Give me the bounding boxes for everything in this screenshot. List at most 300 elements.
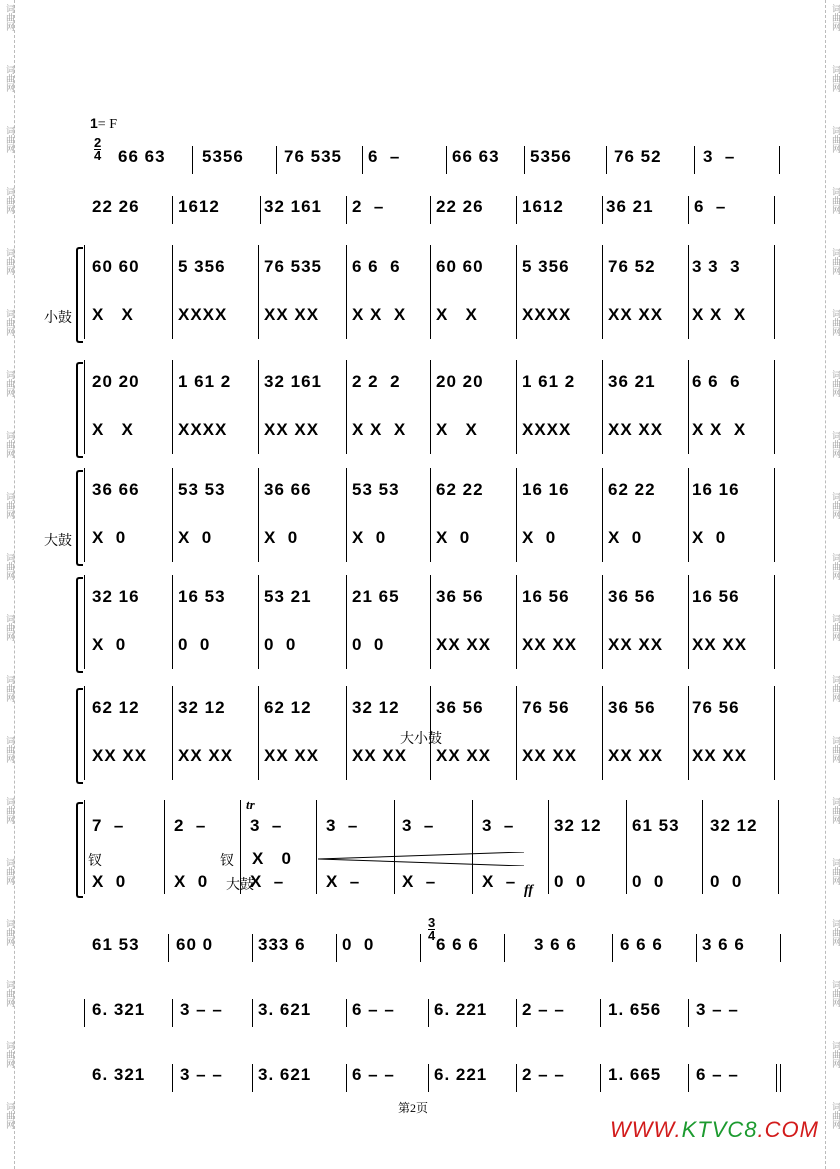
barline: [602, 575, 603, 669]
barline: [84, 575, 85, 669]
barline: [346, 686, 347, 780]
measure-notes: X X X: [352, 420, 407, 439]
measure-notes: 0 0: [342, 935, 375, 954]
barline: [172, 468, 173, 562]
measure-notes: 1. 656: [608, 1000, 662, 1019]
barline: [516, 686, 517, 780]
barline: [172, 999, 173, 1027]
measure-notes: 32 12: [178, 698, 226, 717]
barline: [688, 245, 689, 339]
measure-notes: 76 535: [264, 257, 322, 276]
barline: [606, 146, 607, 174]
barline: [362, 146, 363, 174]
barline: [774, 360, 775, 454]
measure-notes: 0 0: [710, 872, 743, 891]
watermark-text: 词曲网: [4, 370, 14, 397]
barline: [694, 146, 695, 174]
barline: [346, 245, 347, 339]
instrument-label: 钗: [88, 853, 102, 869]
watermark-text: 词曲网: [830, 492, 840, 519]
time-signature: 2 4: [94, 135, 102, 163]
watermark-text: 词曲网: [4, 797, 14, 824]
measure-notes: XX XX: [692, 746, 748, 765]
percussion-system-1: [44, 245, 780, 345]
watermark-text: 词曲网: [4, 1041, 14, 1068]
barline: [702, 800, 703, 894]
barline: [172, 575, 173, 669]
barline: [602, 468, 603, 562]
measure-notes: X X X: [352, 305, 407, 324]
barline: [316, 800, 317, 894]
measure-notes: 0 0: [632, 872, 665, 891]
barline: [516, 1064, 517, 1092]
measure-notes: X –: [482, 872, 517, 891]
measure-notes: X 0: [252, 849, 292, 868]
measure-notes: 53 53: [352, 480, 400, 499]
percussion-system-5: [84, 686, 780, 786]
measure-notes: XXXX: [178, 420, 228, 439]
barline: [774, 196, 775, 224]
site-logo[interactable]: WWW.KTVC8.COM: [610, 1117, 819, 1142]
measure-notes: 16 56: [692, 587, 740, 606]
barline: [780, 934, 781, 962]
measure-notes: 6. 221: [434, 1000, 488, 1019]
drum-row: [84, 744, 780, 778]
measure-notes: 6 – –: [352, 1065, 395, 1084]
barline: [688, 575, 689, 669]
watermark-text: 词曲网: [4, 492, 14, 519]
barline: [780, 1064, 781, 1092]
measure-notes: XX XX: [522, 635, 578, 654]
barline: [504, 934, 505, 962]
measure-notes: 1 61 2: [178, 372, 232, 391]
watermark-text: 词曲网: [830, 431, 840, 458]
barline: [774, 468, 775, 562]
watermark-text: 词曲网: [830, 370, 840, 397]
barline: [548, 800, 549, 894]
measure-notes: 61 53: [92, 935, 140, 954]
measure-notes: 32 16: [92, 587, 140, 606]
measure-notes: 7 –: [92, 816, 125, 835]
watermark-text: 词曲网: [4, 1102, 14, 1129]
measure-notes: 3 –: [326, 816, 359, 835]
measure-notes: X 0: [178, 528, 213, 547]
watermark-text: 词曲网: [4, 553, 14, 580]
barline: [688, 1064, 689, 1092]
watermark-text: 词曲网: [830, 1041, 840, 1068]
key-signature: 1= F: [90, 115, 117, 132]
measure-notes: X –: [402, 872, 437, 891]
measure-notes: X 0: [352, 528, 387, 547]
measure-notes: XXXX: [522, 305, 572, 324]
measure-notes: 36 56: [608, 587, 656, 606]
measure-notes: 16 16: [522, 480, 570, 499]
measure-notes: 3 3 3: [692, 257, 741, 276]
barline: [84, 360, 85, 454]
barline: [252, 1064, 253, 1092]
barline: [774, 245, 775, 339]
barline: [602, 245, 603, 339]
barline: [430, 575, 431, 669]
measure-notes: XX XX: [608, 746, 664, 765]
measure-notes: 5356: [202, 147, 244, 166]
measure-notes: 3 –: [703, 147, 736, 166]
drum-row: [84, 526, 780, 560]
measure-notes: XX XX: [436, 746, 492, 765]
barline: [612, 934, 613, 962]
measure-notes: X X: [92, 305, 134, 324]
barline: [602, 360, 603, 454]
percussion-system-6: [84, 800, 780, 900]
measure-notes: XX XX: [352, 746, 408, 765]
barline: [778, 800, 779, 894]
melody-row: [84, 814, 780, 848]
system-brace: [76, 577, 83, 673]
barline: [430, 196, 431, 224]
barline: [430, 245, 431, 339]
measure-notes: XX XX: [92, 746, 148, 765]
barline: [516, 245, 517, 339]
measure-notes: 3 6 6: [534, 935, 577, 954]
watermark-text: 词曲网: [830, 65, 840, 92]
measure-notes: 60 60: [436, 257, 484, 276]
measure-notes: X –: [326, 872, 361, 891]
measure-notes: 6 – –: [696, 1065, 739, 1084]
crescendo-hairpin: [318, 852, 524, 866]
measure-notes: 66 63: [452, 147, 500, 166]
melody-row: [84, 696, 780, 730]
measure-notes: X X: [436, 305, 478, 324]
watermark-text: 词曲网: [4, 614, 14, 641]
measure-notes: 32 161: [264, 372, 322, 391]
measure-notes: 6. 221: [434, 1065, 488, 1084]
percussion-system-2: [84, 360, 780, 460]
measure-notes: 2 – –: [522, 1000, 565, 1019]
measure-notes: 36 56: [608, 698, 656, 717]
measure-notes: 60 60: [92, 257, 140, 276]
barline: [600, 999, 601, 1027]
barline: [779, 146, 780, 174]
barline: [258, 360, 259, 454]
measure-notes: 3 – –: [696, 1000, 739, 1019]
barline: [258, 245, 259, 339]
barline: [168, 934, 169, 962]
measure-notes: 1612: [178, 197, 220, 216]
measure-notes: X 0: [522, 528, 557, 547]
barline: [516, 196, 517, 224]
instrument-label: 大小鼓: [400, 731, 442, 747]
watermark-text: 词曲网: [4, 919, 14, 946]
barline: [276, 146, 277, 174]
system-brace: [76, 247, 83, 343]
measure-notes: XX XX: [608, 635, 664, 654]
measure-notes: XX XX: [692, 635, 748, 654]
measure-notes: 2 –: [352, 197, 385, 216]
melody-line-2: [84, 190, 780, 230]
barline: [84, 686, 85, 780]
barline: [516, 575, 517, 669]
barline: [258, 686, 259, 780]
watermark-text: 词曲网: [830, 675, 840, 702]
measure-notes: 3. 621: [258, 1000, 312, 1019]
measure-notes: X 0: [436, 528, 471, 547]
measure-notes: XX XX: [608, 420, 664, 439]
measure-notes: 20 20: [92, 372, 140, 391]
measure-notes: 0 0: [554, 872, 587, 891]
barline: [336, 934, 337, 962]
watermark-text: 词曲网: [4, 126, 14, 153]
barline: [394, 800, 395, 894]
melody-row: [84, 195, 780, 229]
barline: [626, 800, 627, 894]
barline: [84, 468, 85, 562]
watermark-text: 词曲网: [830, 797, 840, 824]
melody-row: [84, 478, 780, 512]
measure-notes: 6 6 6: [692, 372, 741, 391]
measure-notes: 6 6 6: [620, 935, 663, 954]
melody-row: [84, 998, 780, 1032]
barline: [172, 1064, 173, 1092]
measure-notes: 3 –: [250, 816, 283, 835]
barline: [446, 146, 447, 174]
barline: [252, 934, 253, 962]
measure-notes: 20 20: [436, 372, 484, 391]
measure-notes: XX XX: [264, 746, 320, 765]
measure-notes: 76 535: [284, 147, 342, 166]
measure-notes: X –: [250, 872, 285, 891]
measure-notes: 36 56: [436, 587, 484, 606]
barline: [192, 146, 193, 174]
measure-notes: X X X: [692, 305, 747, 324]
measure-notes: 36 21: [608, 372, 656, 391]
melody-line-1: [84, 140, 780, 180]
measure-notes: 21 65: [352, 587, 400, 606]
system-brace: [76, 362, 83, 458]
system-brace: [76, 470, 83, 566]
barline: [516, 468, 517, 562]
measure-notes: X 0: [92, 872, 127, 891]
barline: [516, 999, 517, 1027]
barline: [346, 999, 347, 1027]
barline: [430, 360, 431, 454]
barline: [420, 934, 421, 962]
measure-notes: 16 53: [178, 587, 226, 606]
measure-notes: 6 –: [368, 147, 401, 166]
measure-notes: X 0: [692, 528, 727, 547]
watermark-text: 词曲网: [830, 309, 840, 336]
melody-row: [84, 370, 780, 404]
barline: [172, 686, 173, 780]
measure-notes: 6. 321: [92, 1000, 146, 1019]
measure-notes: 22 26: [92, 197, 140, 216]
page-number: 第2页: [398, 1101, 429, 1115]
measure-notes: 1. 665: [608, 1065, 662, 1084]
measure-notes: 2 2 2: [352, 372, 401, 391]
instrument-label: 小鼓: [44, 310, 72, 326]
measure-notes: 6 – –: [352, 1000, 395, 1019]
measure-notes: 6 6 6: [436, 935, 479, 954]
measure-notes: 62 22: [608, 480, 656, 499]
watermark-text: 词曲网: [4, 736, 14, 763]
barline: [600, 1064, 601, 1092]
melody-row: [84, 1063, 780, 1097]
system-brace: [76, 802, 83, 898]
measure-notes: 2 –: [174, 816, 207, 835]
barline: [346, 575, 347, 669]
watermark-text: 词曲网: [4, 65, 14, 92]
percussion-system-3: [44, 468, 780, 568]
barline: [346, 360, 347, 454]
measure-notes: 3 – –: [180, 1065, 223, 1084]
barline: [774, 686, 775, 780]
trill-mark: tr: [246, 797, 255, 812]
barline: [260, 196, 261, 224]
barline: [776, 1064, 777, 1092]
barline: [688, 686, 689, 780]
barline: [602, 196, 603, 224]
measure-notes: 6 6 6: [352, 257, 401, 276]
barline: [688, 360, 689, 454]
measure-notes: 32 12: [554, 816, 602, 835]
melody-line-10: [84, 993, 780, 1033]
measure-notes: 76 56: [522, 698, 570, 717]
barline: [524, 146, 525, 174]
barline: [688, 999, 689, 1027]
measure-notes: X 0: [174, 872, 209, 891]
measure-notes: 36 56: [436, 698, 484, 717]
measure-notes: X 0: [92, 635, 127, 654]
measure-notes: 62 12: [264, 698, 312, 717]
watermark-text: 词曲网: [4, 4, 14, 31]
measure-notes: 53 53: [178, 480, 226, 499]
drum-row: [84, 418, 780, 452]
watermark-text: 词曲网: [830, 187, 840, 214]
measure-notes: 36 66: [264, 480, 312, 499]
measure-notes: 3 6 6: [702, 935, 745, 954]
watermark-text: 词曲网: [4, 248, 14, 275]
measure-notes: 36 66: [92, 480, 140, 499]
measure-notes: 3 –: [482, 816, 515, 835]
measure-notes: X X: [436, 420, 478, 439]
instrument-label: 大鼓: [44, 533, 72, 549]
measure-notes: X X X: [692, 420, 747, 439]
watermark-text: 词曲网: [830, 614, 840, 641]
measure-notes: 66 63: [118, 147, 166, 166]
measure-notes: XXXX: [178, 305, 228, 324]
measure-notes: 0 0: [264, 635, 297, 654]
barline: [346, 468, 347, 562]
measure-notes: 2 – –: [522, 1065, 565, 1084]
watermark-text: 词曲网: [4, 431, 14, 458]
measure-notes: 32 12: [352, 698, 400, 717]
measure-notes: 0 0: [178, 635, 211, 654]
melody-line-11: [84, 1058, 780, 1098]
watermark-text: 词曲网: [830, 126, 840, 153]
barline: [172, 245, 173, 339]
measure-notes: XX XX: [436, 635, 492, 654]
barline: [472, 800, 473, 894]
measure-notes: 3. 621: [258, 1065, 312, 1084]
watermark-text: 词曲网: [830, 858, 840, 885]
measure-notes: 5356: [530, 147, 572, 166]
watermark-text: 词曲网: [4, 187, 14, 214]
measure-notes: X 0: [264, 528, 299, 547]
watermark-text: 词曲网: [830, 4, 840, 31]
measure-notes: 76 52: [614, 147, 662, 166]
measure-notes: XX XX: [264, 420, 320, 439]
measure-notes: 76 52: [608, 257, 656, 276]
instrument-label: 钗: [220, 853, 234, 869]
measure-notes: 0 0: [352, 635, 385, 654]
time-signature-change: 3 4: [428, 915, 436, 943]
system-brace: [76, 688, 83, 784]
measure-notes: 22 26: [436, 197, 484, 216]
measure-notes: 16 56: [522, 587, 570, 606]
measure-notes: 61 53: [632, 816, 680, 835]
measure-notes: 3 –: [402, 816, 435, 835]
measure-notes: XXXX: [522, 420, 572, 439]
barline: [688, 196, 689, 224]
barline: [430, 468, 431, 562]
melody-row: [84, 255, 780, 289]
watermark-text: 词曲网: [4, 980, 14, 1007]
barline: [252, 999, 253, 1027]
barline: [172, 360, 173, 454]
measure-notes: 1612: [522, 197, 564, 216]
barline: [428, 999, 429, 1027]
barline: [84, 245, 85, 339]
measure-notes: 76 56: [692, 698, 740, 717]
measure-notes: XX XX: [522, 746, 578, 765]
barline: [172, 196, 173, 224]
barline: [258, 575, 259, 669]
barline: [516, 360, 517, 454]
barline: [84, 999, 85, 1027]
measure-notes: 6 –: [694, 197, 727, 216]
barline: [696, 934, 697, 962]
watermark-text: 词曲网: [4, 675, 14, 702]
barline: [428, 1064, 429, 1092]
measure-notes: XX XX: [608, 305, 664, 324]
barline: [84, 800, 85, 894]
melody-row: [84, 145, 780, 179]
measure-notes: XX XX: [264, 305, 320, 324]
measure-notes: 1 61 2: [522, 372, 576, 391]
watermark-text: 词曲网: [830, 736, 840, 763]
watermark-text: 词曲网: [830, 1102, 840, 1129]
watermark-text: 词曲网: [830, 919, 840, 946]
drum-row: [84, 633, 780, 667]
watermark-text: 词曲网: [4, 858, 14, 885]
measure-notes: X 0: [92, 528, 127, 547]
measure-notes: 333 6: [258, 935, 306, 954]
barline: [346, 196, 347, 224]
barline: [258, 468, 259, 562]
barline: [602, 686, 603, 780]
percussion-system-4: [84, 575, 780, 675]
dynamic-ff: ff: [524, 883, 534, 898]
measure-notes: 53 21: [264, 587, 312, 606]
barline: [688, 468, 689, 562]
instrument-label: 大鼓: [226, 877, 254, 893]
measure-notes: 62 12: [92, 698, 140, 717]
watermark-text: 词曲网: [4, 309, 14, 336]
measure-notes: 62 22: [436, 480, 484, 499]
measure-notes: X X: [92, 420, 134, 439]
measure-notes: 3 – –: [180, 1000, 223, 1019]
watermark-text: 词曲网: [830, 553, 840, 580]
watermark-text: 词曲网: [830, 980, 840, 1007]
